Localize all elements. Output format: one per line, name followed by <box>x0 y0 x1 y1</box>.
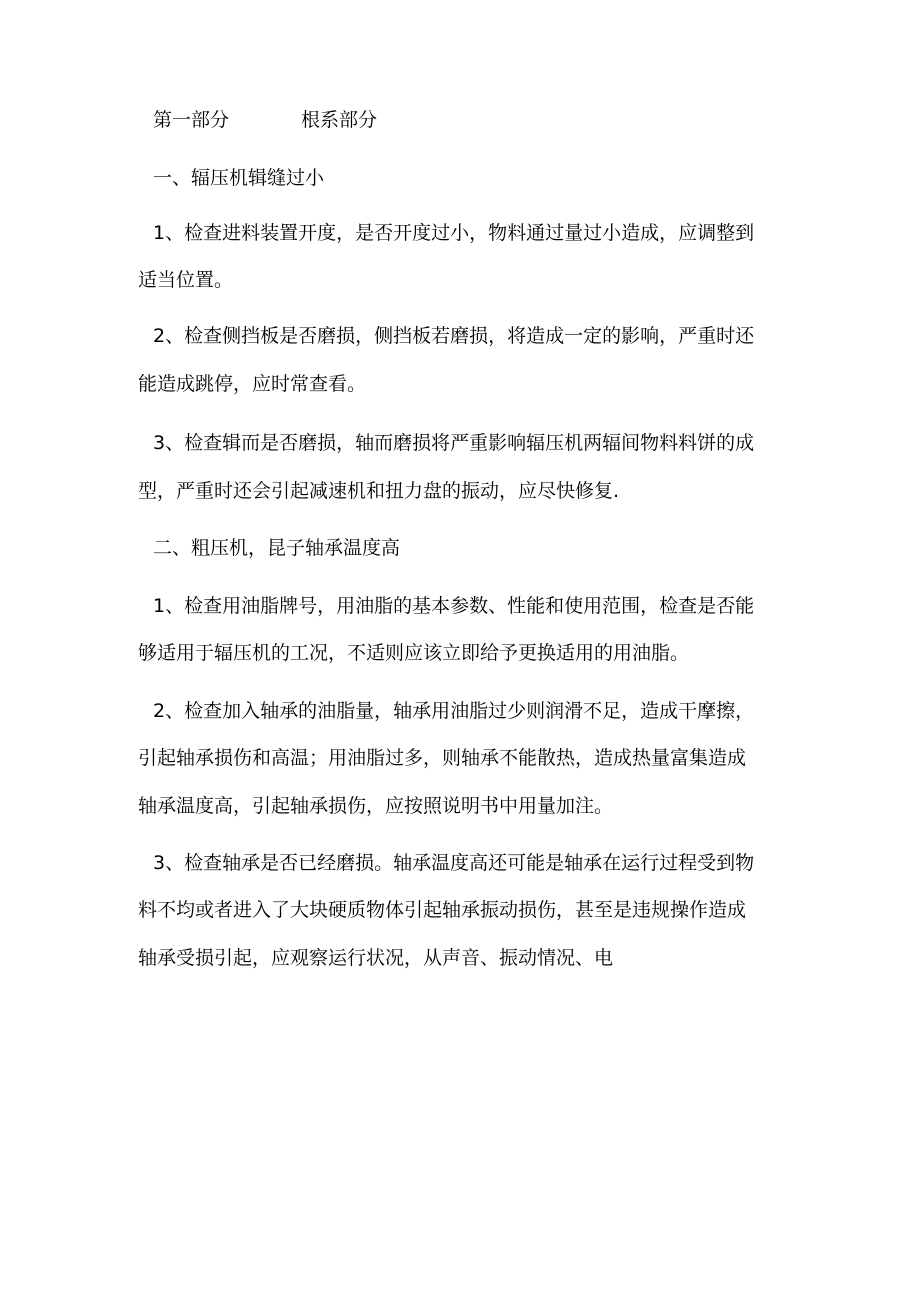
part-title: 根系部分 <box>301 109 378 131</box>
section-heading: 一、辐压机辑缝过小 <box>153 167 325 189</box>
paragraph-line: 轴承温度高，引起轴承损伤，应按照说明书中用量加注。 <box>138 795 614 817</box>
paragraph-line: 引起轴承损伤和高温；用油脂过多，则轴承不能散热，造成热量富集造成 <box>138 747 747 769</box>
paragraph-line: 型，严重时还会引起减速机和扭力盘的振动，应尽快修复. <box>138 480 620 502</box>
part-heading <box>153 108 377 132</box>
paragraph-line: 1、检查进料装置开度，是否开度过小，物料通过量过小造成，应调整到 <box>153 222 755 244</box>
paragraph-line: 适当位置。 <box>138 269 234 291</box>
paragraph-line: 轴承受损引起，应观察运行状况，从声音、振动情况、电 <box>138 947 614 969</box>
paragraph-line: 2、检查侧挡板是否磨损，侧挡板若磨损，将造成一定的影响，严重时还 <box>153 325 755 347</box>
paragraph-line: 3、检查轴承是否已经磨损。轴承温度高还可能是轴承在运行过程受到物 <box>153 852 755 874</box>
section-heading: 二、粗压机，昆子轴承温度高 <box>153 537 401 559</box>
part-label: 第一部分 <box>153 109 230 131</box>
paragraph-line: 料不均或者进入了大块硬质物体引起轴承振动损伤，甚至是违规操作造成 <box>138 899 747 921</box>
paragraph-line: 3、检查辑而是否磨损，轴而磨损将严重影响辐压机两辐间物料料饼的成 <box>153 432 755 454</box>
paragraph-line: 够适用于辐压机的工况，不适则应该立即给予更换适用的用油脂。 <box>138 642 690 664</box>
paragraph-line: 能造成跳停，应时常查看。 <box>138 373 367 395</box>
paragraph-line: 2、检查加入轴承的油脂量，轴承用油脂过少则润滑不足，造成干摩擦， <box>153 700 755 722</box>
paragraph-line: 1、检查用油脂牌号，用油脂的基本参数、性能和使用范围，检查是否能 <box>153 595 755 617</box>
